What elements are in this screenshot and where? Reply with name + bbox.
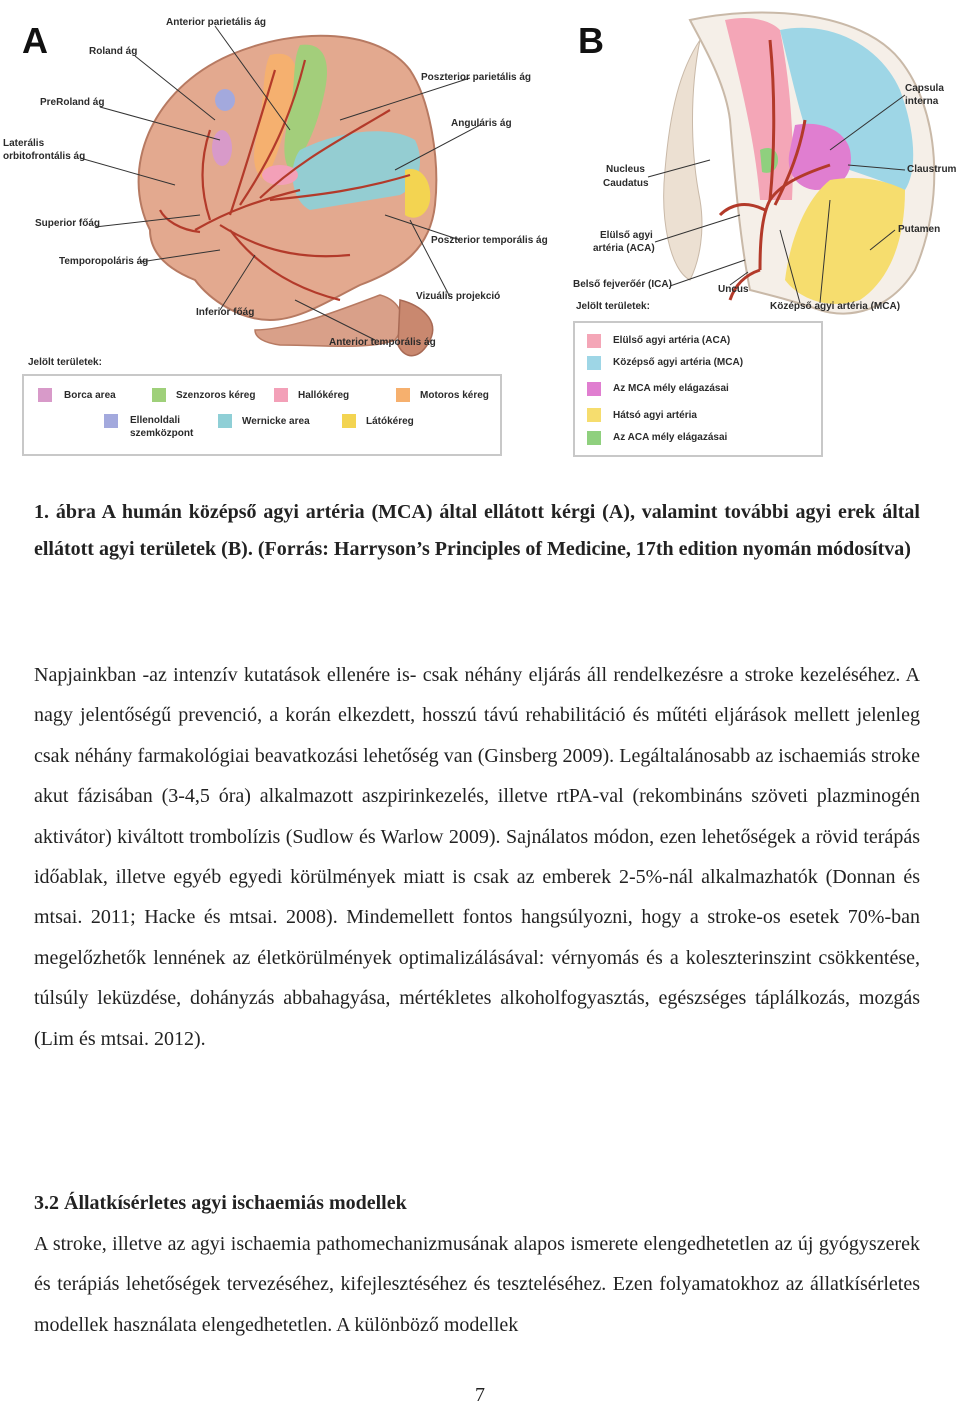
page-number: 7 [475,1384,485,1406]
figure-caption: 1. ábra A humán középső agyi artéria (MCA) által ellátott kérgi (A), valamint további agyi erek által ellátott agyi területek (B). (Forrás: Harryson’s Principles of Medicine, 17th edition nyomán módosítva) [34,501,920,560]
label-temporopolaris: Temporopoláris ág [59,256,149,267]
label-angularis: Anguláris ág [451,118,512,129]
legend-b-swatch-mca-mely [587,382,601,396]
label-nucleus-2: Caudatus [603,178,649,189]
label-anterior-temporalis: Anterior temporális ág [329,337,436,348]
legend-b-swatch-aca [587,334,601,348]
label-kozepso-mca: Középső agyi artéria (MCA) [770,301,901,312]
legend-a-borca: Borca area [64,390,116,401]
label-roland: Roland ág [89,46,138,57]
panel-b-letter: B [578,20,604,61]
legend-b-hatso: Hátsó agyi artéria [613,410,697,421]
legend-a-swatch-borca [38,388,52,402]
label-anterior-parietalis: Anterior parietális ág [166,17,267,28]
label-uncus: Uncus [718,284,749,295]
label-belso-fejveroer: Belső fejverőér (ICA) [573,279,672,290]
legend-a-swatch-ellenoldali [104,414,118,428]
paragraph-1: Napjainkban -az intenzív kutatások ellenére is- csak néhány eljárás áll rendelkezésre a stroke kezeléséhez. A nagy jelentőségű prevenció, a korán elkezdett, hosszú távú rehabilitáció és műtéti eljárások mellett jelenleg csak néhány farmakológiai beavatkozási lehetőség van (Ginsberg 2009). Legáltalánosabb az ischaemiás stroke akut fázisában (3-4,5 óra) alkalmazott aszpirinkezelés, illetve rtPA-val (rekombináns szöveti plazminogén aktivátor) kiváltott trombolízis (Sudlow és Warlow 2009). Sajnálatos módon, ezen lehetőségek a rövid terápás időablak, illetve egyéb egyedi körülmények miatt is csak az emberek 2-5%-nál alkalmazhatók (Donnan és mtsai. 2011; Hacke és mtsai. 2008). Mindemellett fontos hangsúlyozni, hogy a stroke-os esetek 70%-ban megelőzhetők lennének az életkörülmények optimalizálásával: vérnyomás és a koleszterinszint csökkentése, túlsúly leküzdése, dohányzás abbahagyása, mértékletes alkoholfogyasztás, egészséges táplálkozás, mozgás (Lim és mtsai. 2012). [34,664,920,1050]
brain-coronal-illustration [664,13,935,314]
legend-a-swatch-hallo [274,388,288,402]
legend-a-hallo: Hallókéreg [298,390,350,401]
legend-a-motoros: Motoros kéreg [420,390,489,401]
label-preroland: PreRoland ág [40,97,105,108]
legend-a [22,374,502,456]
legend-b [573,321,823,457]
label-claustrum: Claustrum [907,164,957,175]
panel-a-letter: A [22,20,48,61]
legend-b-mca: Középső agyi artéria (MCA) [613,357,744,368]
section-heading: 3.2 Állatkísérletes agyi ischaemiás modellek [34,1192,407,1214]
label-superior-foag: Superior főág [35,218,101,229]
label-inferior-foag: Inferior főág [196,307,255,318]
label-elulso-1: Elülső agyi [600,230,653,241]
legend-a-title: Jelölt területek: [28,357,102,368]
legend-b-swatch-mca [587,356,601,370]
label-capsula-1: Capsula [905,83,944,94]
legend-a-swatch-wernicke [218,414,232,428]
label-putamen: Putamen [898,224,941,235]
label-jelolt-b: Jelölt területek: [576,301,650,312]
legend-a-wernicke: Wernicke area [242,416,310,427]
figure-1 [0,0,960,470]
legend-a-ellenoldali-2: szemközpont [130,428,194,439]
brain-lateral-illustration [139,36,437,356]
legend-b-swatch-aca-mely [587,431,601,445]
legend-a-szenzoros: Szenzoros kéreg [176,390,256,401]
legend-a-swatch-motoros [396,388,410,402]
legend-a-latokereg: Látókéreg [366,416,414,427]
legend-a-swatch-latokereg [342,414,356,428]
label-capsula-2: interna [905,96,939,107]
label-poszterior-parietalis: Poszterior parietális ág [421,72,532,83]
label-vizualis-projekcio: Vizuális projekció [416,291,501,302]
label-lateralis-1: Laterális [3,138,45,149]
label-nucleus-1: Nucleus [606,164,645,175]
label-poszterior-temporalis: Poszterior temporális ág [431,235,548,246]
label-elulso-2: artéria (ACA) [593,243,655,254]
legend-b-aca: Elülső agyi artéria (ACA) [613,335,731,346]
legend-a-ellenoldali-1: Ellenoldali [130,415,181,426]
paragraph-2: A stroke, illetve az agyi ischaemia pathomechanizmusának alapos ismerete elengedhetetlen az új gyógyszerek és terápiás lehetőségek tervezéséhez, kifejlesztéséhez és teszteléséhez. Ezen folyamatokhoz az állatkísérletes modellek használata elengedhetetlen. A különböző modellek [34,1233,920,1336]
legend-b-swatch-hatso [587,408,601,422]
legend-b-mca-mely: Az MCA mély elágazásai [613,383,729,394]
label-lateralis-2: orbitofrontális ág [3,151,86,162]
legend-b-aca-mely: Az ACA mély elágazásai [613,432,728,443]
legend-a-swatch-szenzoros [152,388,166,402]
